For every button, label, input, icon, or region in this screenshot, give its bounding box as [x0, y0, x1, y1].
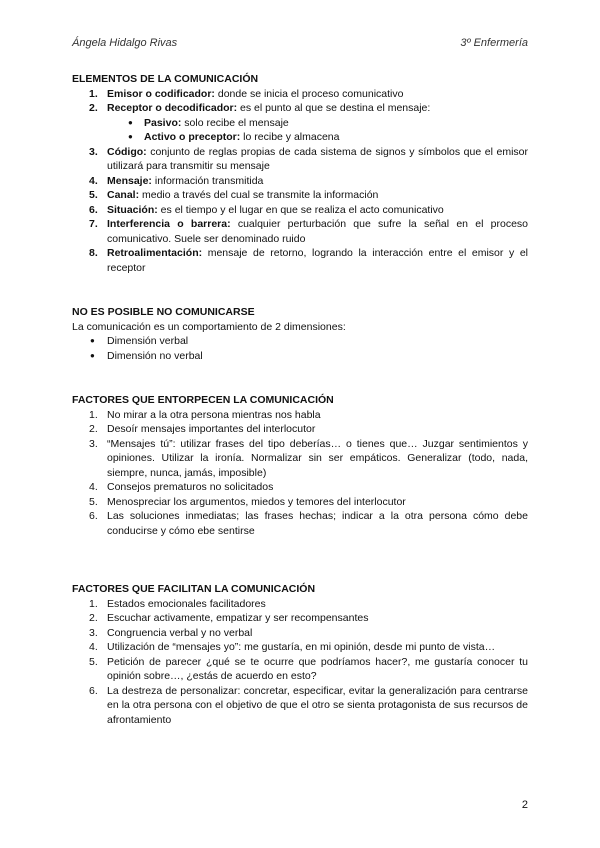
- list-item: 7. Interferencia o barrera: cualquier perturbación que sufre la señal en el proceso comunicativo. Suele ser denominado ruido: [89, 218, 528, 245]
- hinder-list: [72, 408, 528, 539]
- section-title: NO ES POSIBLE NO COMUNICARSE: [72, 306, 255, 318]
- list-item: 2. Desoír mensajes importantes del interlocutor: [89, 423, 316, 435]
- section-facilitate-factors: [72, 582, 528, 727]
- page-number: 2: [521, 799, 528, 811]
- list-item: 1. Estados emocionales facilitadores: [89, 597, 266, 610]
- list-item: 5. Canal: medio a través del cual se transmite la información: [89, 189, 379, 201]
- list-item: 4. Utilización de “mensajes yo”: me gustaría, en mi opinión, desde mi punto de vista…: [89, 641, 496, 653]
- section-title: ELEMENTOS DE LA COMUNICACIÓN: [72, 73, 259, 85]
- list-item: 5. Petición de parecer ¿qué se te ocurre que podríamos hacer?, me gustaría conocer tu opinión sobre…, ¿estás de acuerdo en esto?: [89, 655, 528, 682]
- list-item: 3. “Mensajes tú”: utilizar frases del tipo deberías… o tienes que… Juzgar sentimientos y opiniones. Utilizar la ironía. Normalizar sin ser empáticos. Generalizar (todo, nada, siempre, nunca, jamás, imposible): [89, 437, 528, 479]
- list-item: 1. Emisor o codificador: donde se inicia el proceso comunicativo: [89, 87, 404, 100]
- header-course: 3º Enfermería: [460, 37, 528, 49]
- elements-list: [72, 87, 528, 276]
- sub-list-item: ● Activo o preceptor: lo recibe y almacena: [128, 131, 340, 143]
- list-item: 3. Congruencia verbal y no verbal: [89, 626, 253, 639]
- section-title: FACTORES QUE ENTORPECEN LA COMUNICACIÓN: [72, 394, 334, 406]
- list-item: 6. Situación: es el tiempo y el lugar en que se realiza el acto comunicativo: [89, 203, 444, 216]
- list-item: 4. Consejos prematuros no solicitados: [89, 481, 274, 493]
- list-item: 1. No mirar a la otra persona mientras nos habla: [89, 408, 321, 421]
- header-author: Ángela Hidalgo Rivas: [72, 37, 178, 49]
- section-hinder-factors: [72, 393, 528, 538]
- section-title: FACTORES QUE FACILITAN LA COMUNICACIÓN: [72, 583, 316, 595]
- list-item: 2. Escuchar activamente, empatizar y ser recompensantes: [89, 612, 369, 624]
- sub-list-item: ● Pasivo: solo recibe el mensaje: [128, 116, 289, 129]
- section-no-communicate: [72, 305, 528, 363]
- section-elements: [72, 72, 528, 275]
- list-item: 5. Menospreciar los argumentos, miedos y temores del interlocutor: [89, 495, 406, 508]
- list-item: 6. Las soluciones inmediatas; las frases hechas; indicar a la otra persona cómo debe conducirse y cómo ebe sentirse: [89, 510, 528, 537]
- list-item: 4. Mensaje: información transmitida: [89, 174, 264, 187]
- list-item: 6. La destreza de personalizar: concretar, especificar, evitar la generalización para centrarse en la otra persona con el objetivo de que el otro se sienta protagonista de sus recursos de afrontamiento: [89, 684, 528, 726]
- list-item: 3. Código: conjunto de reglas propias de cada sistema de signos y símbolos que el emisor utilizará para transmitir su mensaje: [89, 145, 528, 172]
- list-item: ● Dimensión verbal: [90, 335, 189, 347]
- page-content: [72, 72, 528, 727]
- list-item: 8. Retroalimentación: mensaje de retorno, logrando la interacción entre el emisor y el receptor: [89, 247, 528, 274]
- facilitate-list: [72, 597, 528, 728]
- list-item: 2. Receptor o decodificador: es el punto al que se destina el mensaje:: [89, 102, 431, 114]
- list-item: ● Dimensión no verbal: [90, 349, 203, 362]
- section-intro: La comunicación es un comportamiento de 2 dimensiones:: [72, 320, 346, 333]
- dimensions-list: [72, 334, 528, 363]
